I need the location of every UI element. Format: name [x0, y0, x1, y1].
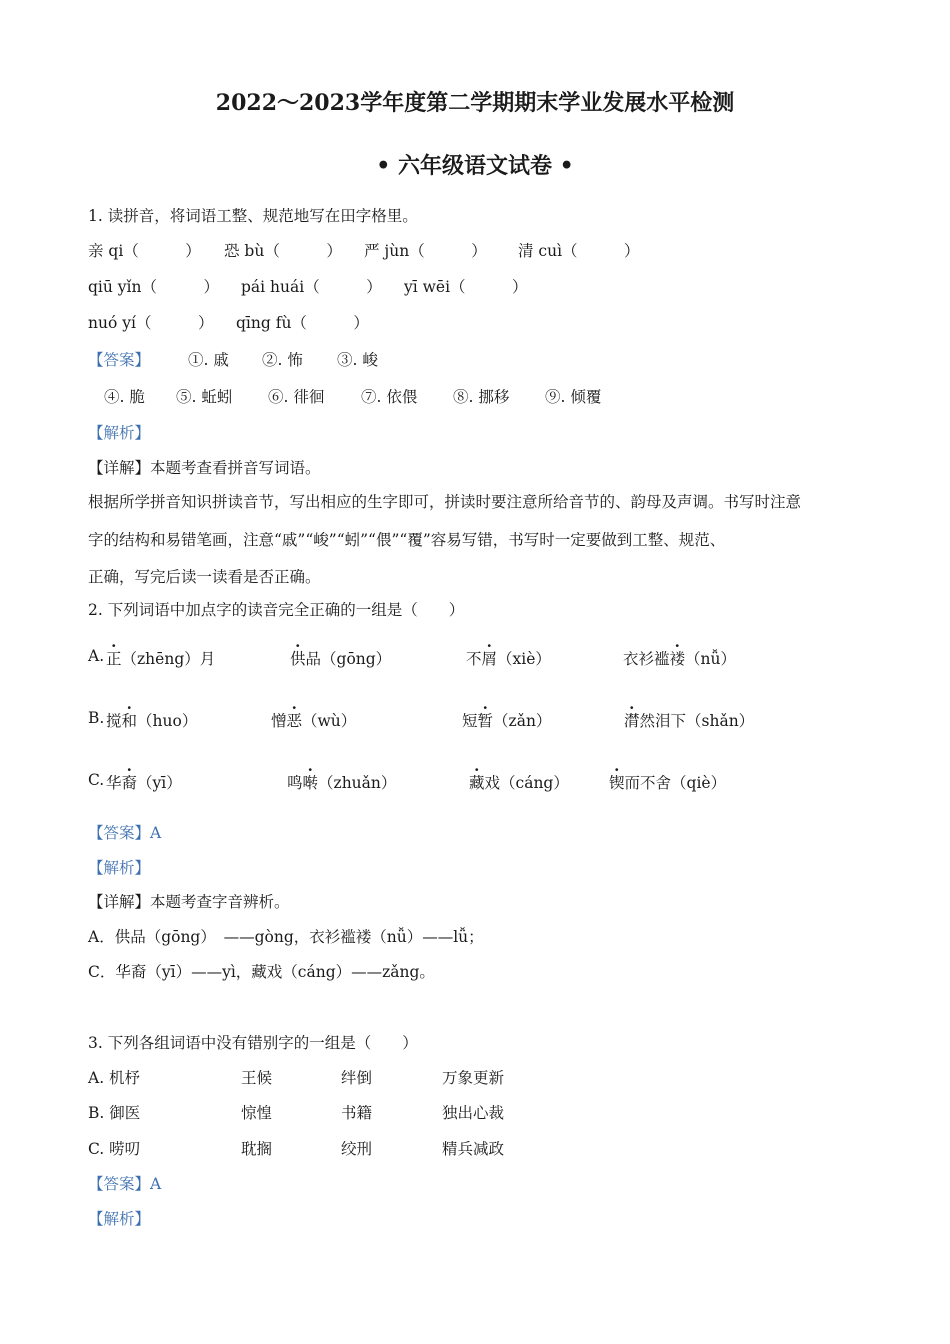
q3-word: 耽搁 [241, 1140, 273, 1158]
q3-word: 惊惶 [241, 1104, 273, 1122]
q2-option-c-word [469, 771, 569, 793]
q1-item: pái huái（ ） [241, 278, 382, 296]
dotted-char: 褛 [669, 650, 686, 668]
q1-detail: 【详解】本题考查看拼音写词语。 [88, 459, 321, 477]
q3-word: 书籍 [341, 1104, 373, 1122]
q1-answer: ⑨. 倾覆 [545, 388, 602, 406]
word-rest: 然泪下（shǎn） [639, 712, 755, 730]
q2-option-b-word [271, 709, 356, 731]
word-prefix: 鸣 [287, 774, 303, 792]
q2-option-b-word [462, 709, 551, 731]
page-subtitle: • 六年级语文试卷 • [376, 153, 574, 179]
q3-word: 绞刑 [341, 1140, 373, 1158]
dotted-char: 藏 [469, 774, 485, 792]
q3-word: 绊倒 [341, 1069, 373, 1087]
dotted-char: 和 [121, 712, 138, 730]
q2-question: 2. 下列词语中加点字的读音完全正确的一组是（ ） [88, 601, 465, 619]
q1-answer: ⑧. 挪移 [453, 388, 510, 406]
dotted-char: 裔 [121, 774, 138, 792]
q1-answer: ④. 脆 [104, 388, 145, 406]
word-rest: （huo） [137, 712, 198, 730]
q1-answer: ⑤. 蚯蚓 [176, 388, 233, 406]
word-prefix: 衣衫褴 [623, 650, 670, 668]
q1-answer: ③. 峻 [337, 351, 378, 369]
word-rest: 而不舍（qiè） [624, 774, 727, 792]
q1-item: 恐 bù（ ） [224, 242, 342, 260]
dotted-char: 正 [106, 650, 122, 668]
q2-option-c-word [287, 771, 396, 793]
word-prefix: 不 [466, 650, 482, 668]
q1-item: 清 cuì（ ） [518, 242, 640, 260]
q2-option-a-word [623, 647, 736, 669]
word-prefix: 华 [106, 774, 122, 792]
q1-question: 1. 读拼音，将词语工整、规范地写在田字格里。 [88, 207, 418, 225]
q2-detail: 【详解】本题考查字音辨析。 [88, 893, 290, 911]
q3-option-a: A. 机杼 [88, 1069, 141, 1087]
dotted-char: 屑 [481, 650, 498, 668]
page-title: 2022～2023学年度第二学期期末学业发展水平检测 [215, 90, 735, 116]
q3-word: 独出心裁 [442, 1104, 505, 1122]
q2-option-a-label: A. [88, 647, 105, 665]
word-rest: （yī） [137, 774, 182, 792]
q1-answer: ⑥. 徘徊 [268, 388, 325, 406]
q1-answer-label: 【答案】 [88, 351, 151, 369]
q1-item: nuó yí（ ） [88, 314, 214, 332]
word-prefix: 憎 [271, 712, 287, 730]
q1-item: qiū yǐn（ ） [88, 278, 219, 296]
q3-word: 精兵减政 [442, 1140, 505, 1158]
q3-option-c: C. 唠叨 [88, 1140, 141, 1158]
dotted-char: 锲 [609, 774, 625, 792]
word-rest: 戏（cáng） [484, 774, 569, 792]
q3-word: 王候 [241, 1069, 273, 1087]
q3-word: 万象更新 [442, 1069, 505, 1087]
q1-analysis-label: 【解析】 [88, 424, 151, 442]
q1-item: 亲 qi（ ） [88, 242, 201, 260]
word-rest: （nǚ） [685, 650, 736, 668]
q1-item: 严 jùn（ ） [364, 242, 487, 260]
q1-paragraph: 正确，写完后读一读看是否正确。 [88, 568, 321, 586]
word-prefix: 搅 [106, 712, 122, 730]
word-prefix: 短 [462, 712, 478, 730]
q2-option-c-word [106, 771, 182, 793]
q2-option-b-word [624, 709, 754, 731]
q3-question: 3. 下列各组词语中没有错别字的一组是（ ） [88, 1034, 418, 1052]
dotted-char: 供 [290, 650, 306, 668]
q1-answer: ②. 怖 [262, 351, 303, 369]
q1-item: yī wēi（ ） [404, 278, 528, 296]
word-rest: （zhēng）月 [121, 650, 216, 668]
q2-answer: 【答案】A [88, 824, 162, 842]
word-rest: （wù） [302, 712, 357, 730]
q1-paragraph: 字的结构和易错笔画，注意“戚”“峻”“蚓”“偎”“覆”容易写错，书写时一定要做到工整、规范、 [88, 531, 726, 549]
word-rest: 品（gōng） [305, 650, 392, 668]
q2-option-a-word [106, 647, 215, 669]
q2-option-b-word [106, 709, 197, 731]
q3-analysis-label: 【解析】 [88, 1210, 151, 1228]
q2-option-a-word [290, 647, 391, 669]
word-rest: （zǎn） [493, 712, 552, 730]
q2-option-b-label: B. [88, 709, 105, 727]
q3-answer: 【答案】A [88, 1175, 162, 1193]
q2-explanation-c: C．华裔（yī）——yì，藏戏（cáng）——zǎng。 [88, 963, 435, 981]
q2-explanation-a: A．供品（gōng） ——gòng，衣衫褴褛（nǚ）——lǚ； [88, 928, 484, 946]
q2-analysis-label: 【解析】 [88, 859, 151, 877]
q1-answer: ⑦. 依偎 [361, 388, 418, 406]
q3-option-b: B. 御医 [88, 1104, 141, 1122]
q1-item: qīng fù（ ） [236, 314, 369, 332]
dotted-char: 恶 [286, 712, 303, 730]
word-rest: （zhuǎn） [318, 774, 397, 792]
dotted-char: 潸 [624, 712, 640, 730]
q2-option-c-label: C. [88, 771, 105, 789]
q1-paragraph: 根据所学拼音知识拼读音节，写出相应的生字即可，拼读时要注意所给音节的、韵母及声调。书写时注意 [88, 493, 802, 511]
q2-option-c-word [609, 771, 726, 793]
dotted-char: 暂 [477, 712, 494, 730]
q1-answer: ①. 戚 [188, 351, 229, 369]
q2-option-a-word [466, 647, 551, 669]
word-rest: （xiè） [497, 650, 551, 668]
dotted-char: 啭 [302, 774, 319, 792]
